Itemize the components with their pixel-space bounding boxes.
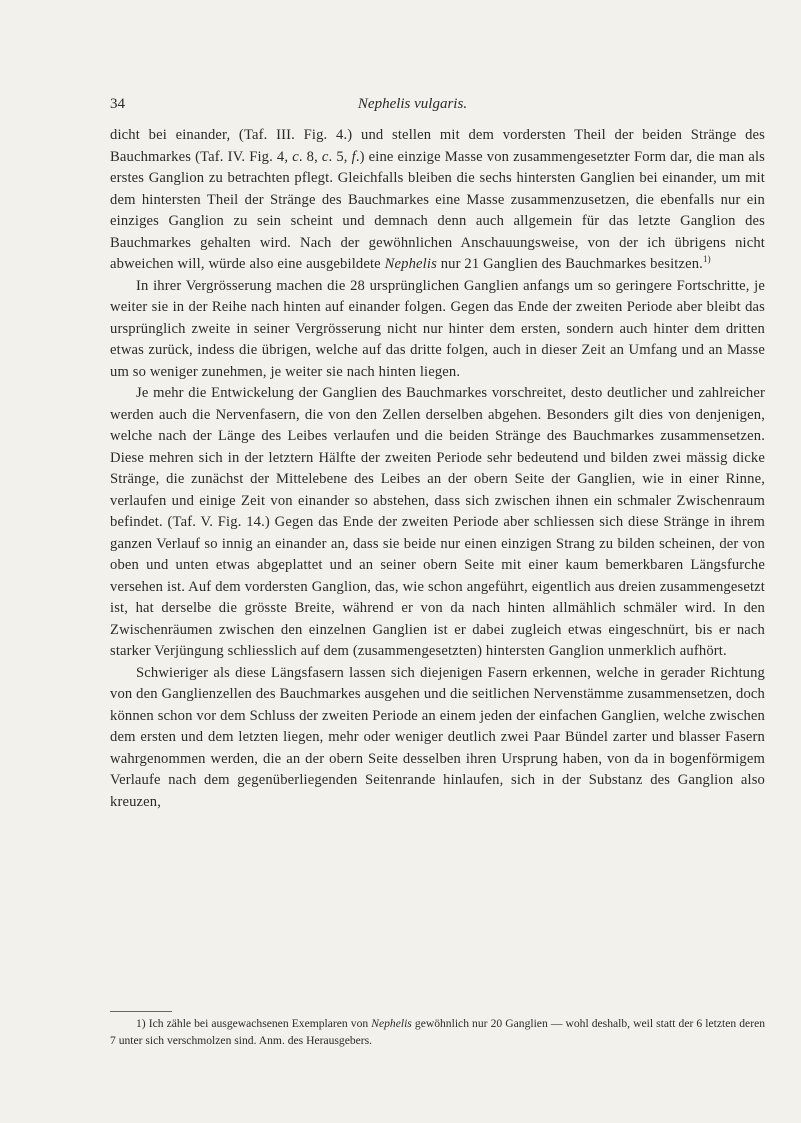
page-header [110, 96, 715, 118]
italic-text: c [321, 148, 329, 165]
italic-text: Nephelis [384, 256, 437, 272]
paragraph-1 [110, 125, 765, 276]
text-run: . 5, [328, 148, 352, 165]
paragraph-3 [110, 383, 765, 663]
text-run: . 8, [298, 148, 322, 165]
text-run: nur 21 Ganglien des Bauchmarkes besitzen. [436, 256, 703, 272]
italic-text: Nephelis [371, 1017, 412, 1030]
italic-text: f [351, 148, 356, 165]
text-run: gewöhnlich nur 20 Ganglien — wohl deshalb, weil statt der 6 letzten deren 7 unter sich verschmolzen sind. Anm. des Herausgebers. [110, 1017, 766, 1047]
text-run: 1) Ich zähle bei ausgewachsenen Exemplaren von [136, 1017, 372, 1030]
footnote-text [110, 1016, 765, 1049]
text-run: In ihrer Vergrösserung machen die 28 ursprünglichen Ganglien anfangs um so geringere Fortschritte, je weiter sie in der Reihe nach hinten auf einander folgen. Gegen das Ende der zweiten Periode aber bleibt das ursprünglich zweite in seiner Vergrösserung nicht nur hinter dem ersten, sondern auch hinter dem dritten etwas zurück, indess die übrigen, welche auf das dritte folgen, auch in dieser Zeit an Umfang und an Masse um so weniger zunehmen, je weiter sie nach hinten liegen. [110, 277, 765, 380]
text-run: Schwieriger als diese Längsfasern lassen sich diejenigen Fasern erkennen, welche in gerader Richtung von den Ganglienzellen des Bauchmarkes ausgehen und die seitlichen Nervenstämme zusammensetzen, doch können schon vor dem Schluss der zweiten Periode an einem jeden der einfachen Ganglien, welche zwischen dem ersten und dem letzten liegen, mehr oder weniger deutlich zwei Paar Bündel zarter und blasser Fasern wahrgenommen werden, die an der obern Seite desselben ihren Ursprung haben, von da in bogenförmigem Verlaufe nach dem gegenüberliegenden Seitenrande hinlaufen, sich in der Substanz des Ganglion also kreuzen, [110, 664, 765, 810]
body-text [110, 125, 765, 813]
text-run: dicht bei einander, (Taf. III. Fig. 4.) und stellen mit dem vordersten Theil der beiden Stränge des Bauchmarkes (Taf. IV. Fig. 4, [110, 127, 765, 165]
italic-text: c [292, 148, 299, 165]
text-run: .) eine einzige Masse von zusammengesetzter Form dar, die man als erstes Ganglion zu betrachten pflegt. Gleichfalls bleiben die sechs hintersten Ganglien bei einander, um mit dem hintersten Theil der Stränge des Bauchmarkes eine Masse zusammenzusetzen, die ebenfalls nur ein einziges Ganglion zu sein scheint und demnach denn auch allgemein für das letzte Ganglion des Bauchmarkes gehalten wird. Nach der gewöhnlichen Anschauungsweise, von der ich übrigens nicht abweichen will, würde also eine ausgebildete [110, 148, 766, 272]
text-run: Je mehr die Entwickelung der Ganglien des Bauchmarkes vorschreitet, desto deutlicher und zahlreicher werden auch die Nervenfasern, die von den Zellen derselben abgehen. Besonders gilt dies von denjenigen, welche nach der Länge des Leibes verlaufen und die beiden Stränge des Bauchmarkes zusammensetzen. Diese mehren sich in der letztern Hälfte der zweiten Periode sehr bedeutend und bilden zwei mässig dicke Stränge, die zunächst der Mittelebene des Leibes an der obern Seite der Ganglien, wie in einer Rinne, verlaufen und einige Zeit von einander so abstehen, dass sich zwischen ihnen ein schmaler Zwischenraum befindet. (Taf. V. Fig. 14.) Gegen das Ende der zweiten Periode aber schliessen sich diese Stränge in ihrem ganzen Verlauf so innig an einander an, dass sie beide nur einen einzigen Strang zu bilden scheinen, der von oben und unten etwas abgeplattet und an seiner obern Seite mit einer kaum bemerkbaren Längsfurche versehen ist. Auf dem vordersten Ganglion, das, wie schon angeführt, eigentlich aus dreien zusammengesetzt ist, hat derselbe die grösste Breite, während er von da nach hinten allmählich schmäler wird. In den Zwischenräumen zwischen den einzelnen Ganglien ist er dabei zugleich etwas eingeschnürt, bis er nach starker Verjüngung schliesslich auf dem (zusammengesetzten) hintersten Ganglion unmerklich aufhört. [110, 385, 765, 659]
footnote-marker: 1) [702, 254, 711, 265]
footnote-rule [110, 1011, 172, 1012]
page-number: 34 [110, 96, 125, 112]
paragraph-4 [110, 663, 765, 814]
paragraph-2 [110, 276, 765, 384]
footnote [110, 1016, 765, 1049]
running-title: Nephelis vulgaris. [357, 96, 468, 112]
